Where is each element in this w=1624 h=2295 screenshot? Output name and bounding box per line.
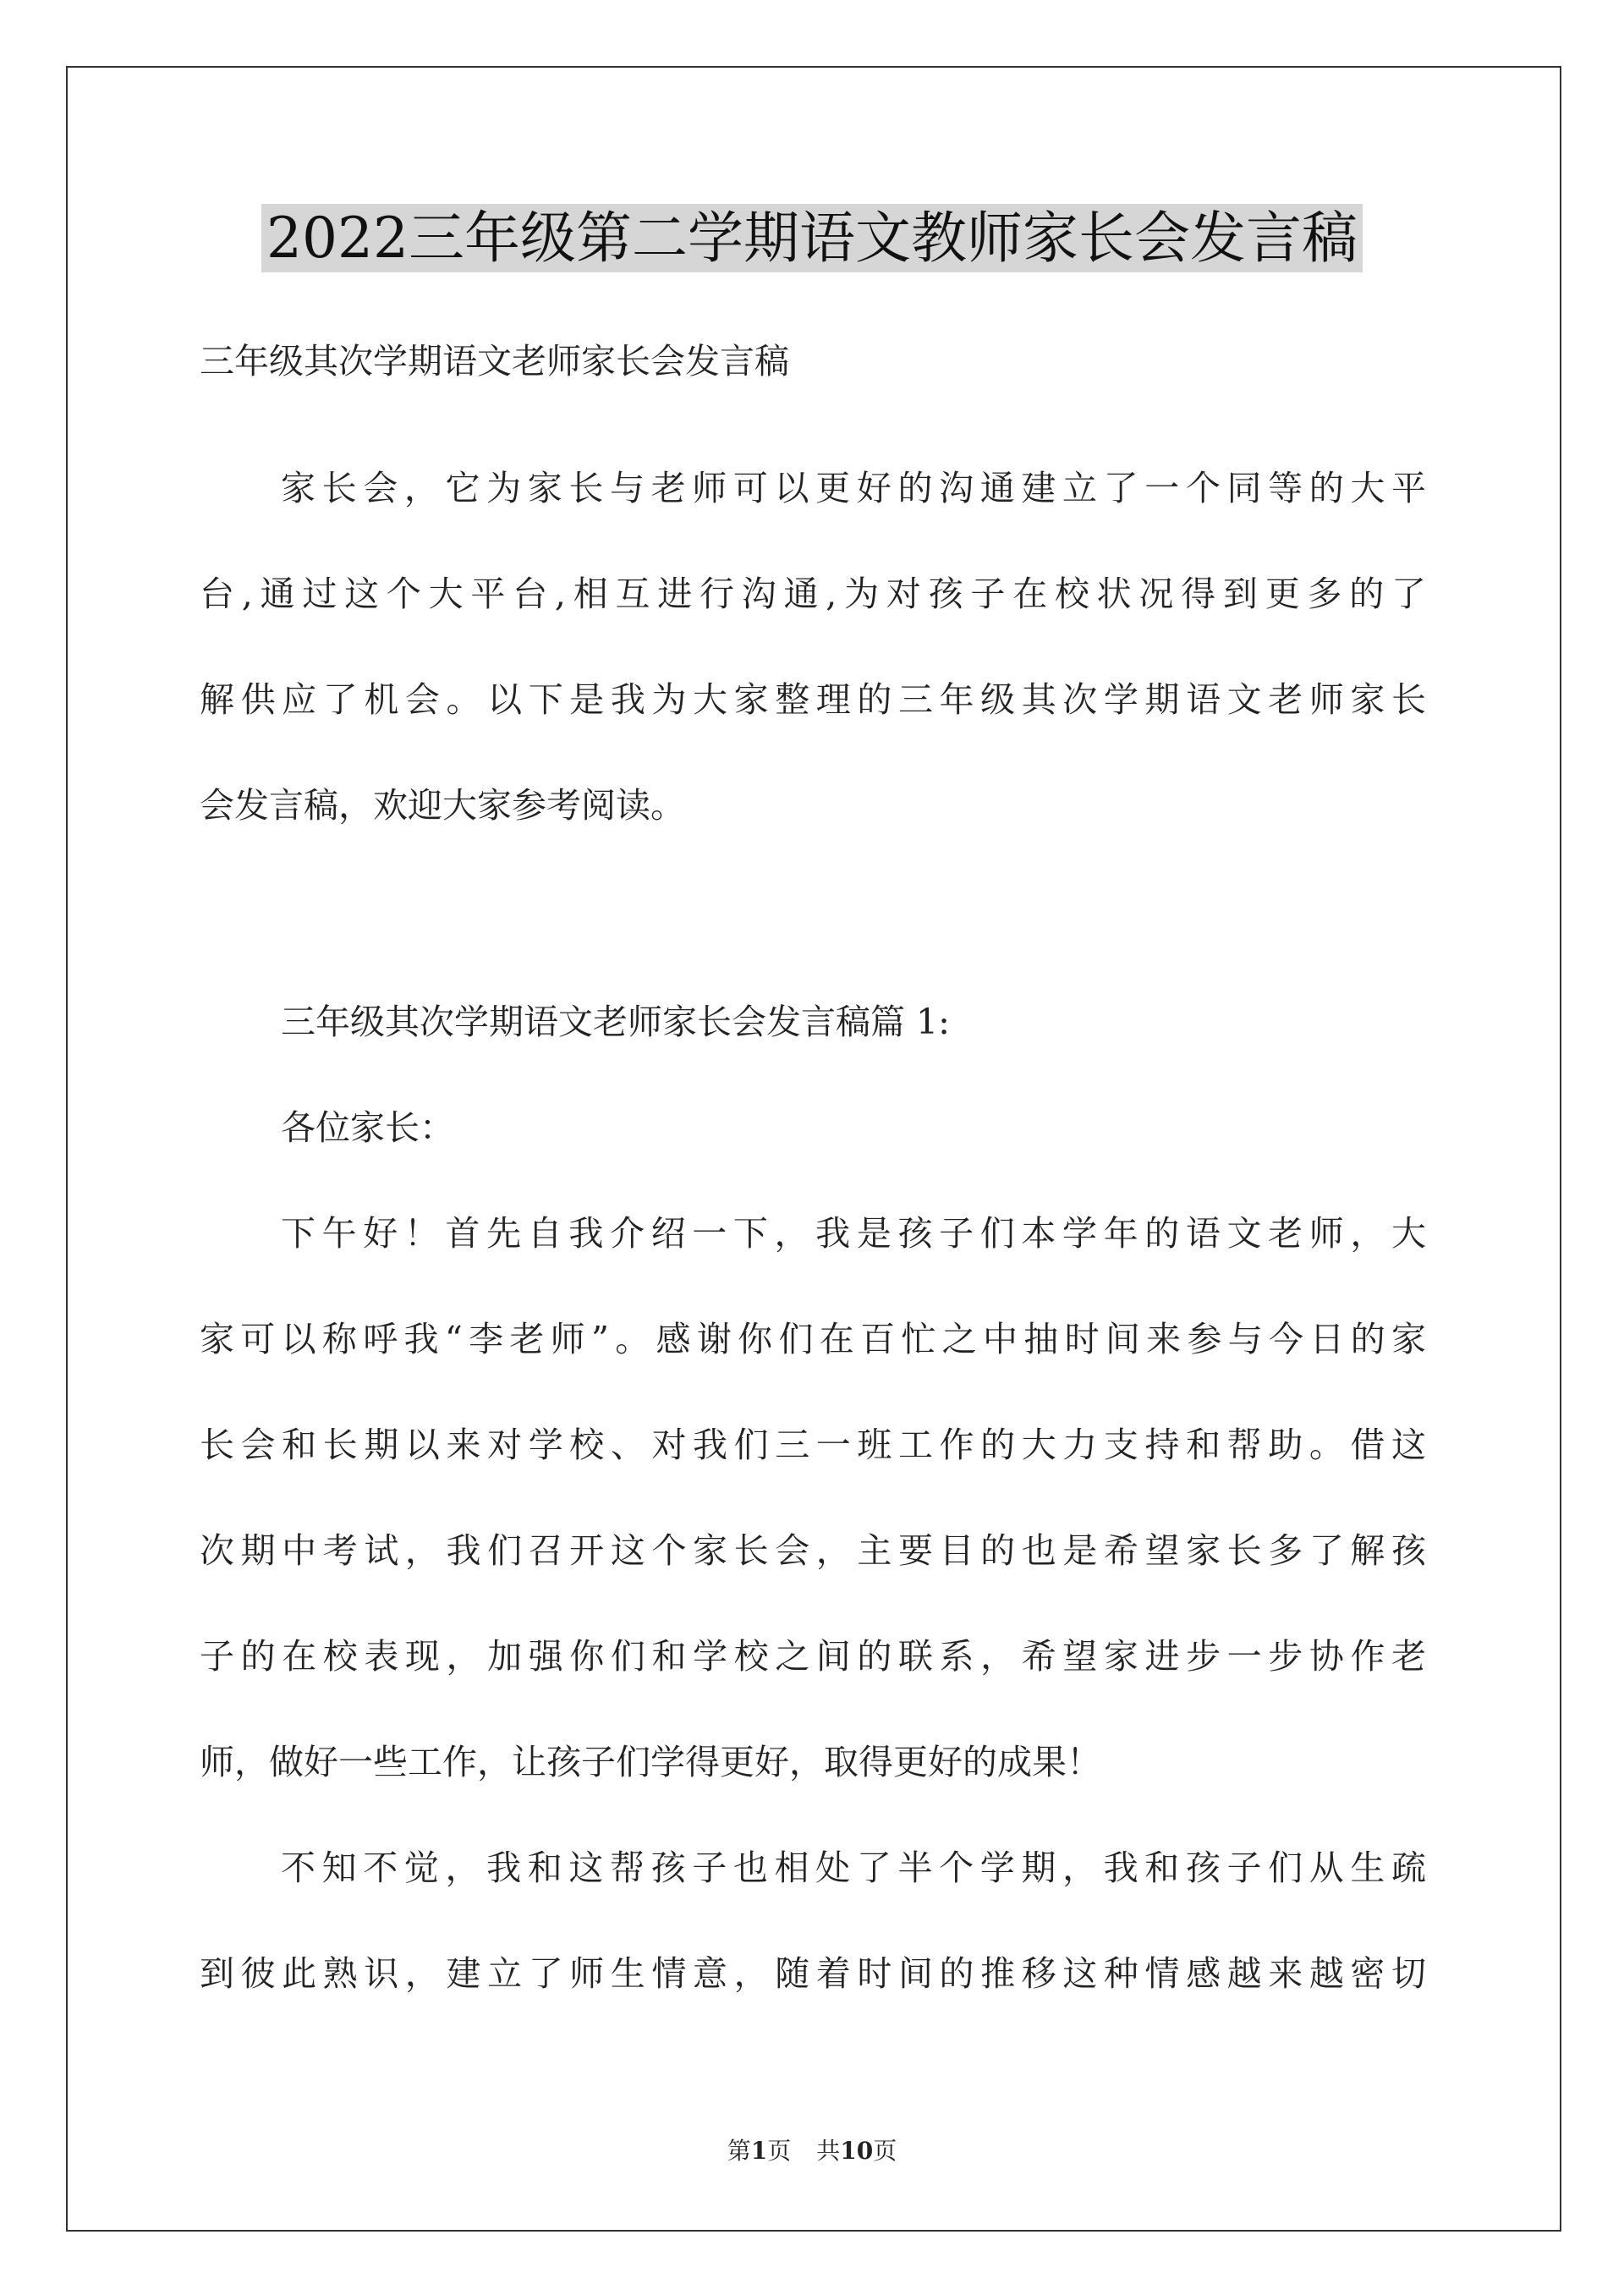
page-border bbox=[66, 66, 1561, 2232]
page-prefix: 第 bbox=[727, 2137, 751, 2165]
para1-line-2: 家可以称呼我“李老师”。感谢你们在百忙之中抽时间来参与今日的家 bbox=[200, 1319, 1426, 1359]
total-suffix: 页 bbox=[873, 2137, 897, 2165]
document-title bbox=[0, 201, 1624, 276]
intro-line-4: 会发言稿，欢迎大家参考阅读。 bbox=[200, 785, 685, 826]
intro-line-2: 台,通过这个大平台,相互进行沟通,为对孩子在校状况得到更多的了 bbox=[200, 574, 1426, 614]
page-suffix: 页 bbox=[767, 2137, 792, 2165]
para2-line-2: 到彼此熟识，建立了师生情意，随着时间的推移这种情感越来越密切 bbox=[200, 1953, 1426, 1994]
document-subtitle: 三年级其次学期语文老师家长会发言稿 bbox=[200, 341, 789, 382]
intro-line-3: 解供应了机会。以下是我为大家整理的三年级其次学期语文老师家长 bbox=[200, 679, 1426, 720]
salutation: 各位家长： bbox=[281, 1107, 454, 1148]
para1-line-6: 师，做好一些工作，让孩子们学得更好，取得更好的成果！ bbox=[200, 1742, 1101, 1782]
para2-line-1: 不知不觉，我和这帮孩子也相处了半个学期，我和孩子们从生疏 bbox=[281, 1848, 1426, 1888]
para1-line-4: 次期中考试，我们召开这个家长会，主要目的也是希望家长多了解孩 bbox=[200, 1530, 1426, 1571]
section-heading: 三年级其次学期语文老师家长会发言稿篇 1: bbox=[281, 1002, 950, 1042]
para1-line-5: 子的在校表现，加强你们和学校之间的联系，希望家进步一步协作老 bbox=[200, 1636, 1426, 1677]
page-number: 1 bbox=[750, 2137, 768, 2165]
intro-line-1: 家长会，它为家长与老师可以更好的沟通建立了一个同等的大平 bbox=[281, 468, 1426, 508]
document-title-text: 2022三年级第二学期语文教师家长会发言稿 bbox=[261, 204, 1363, 272]
total-pages: 10 bbox=[840, 2137, 874, 2165]
total-prefix: 共 bbox=[816, 2137, 841, 2165]
para1-line-1: 下午好！首先自我介绍一下，我是孩子们本学年的语文老师，大 bbox=[281, 1213, 1426, 1254]
page-footer bbox=[0, 2136, 1624, 2166]
para1-line-3: 长会和长期以来对学校、对我们三一班工作的大力支持和帮助。借这 bbox=[200, 1425, 1426, 1465]
